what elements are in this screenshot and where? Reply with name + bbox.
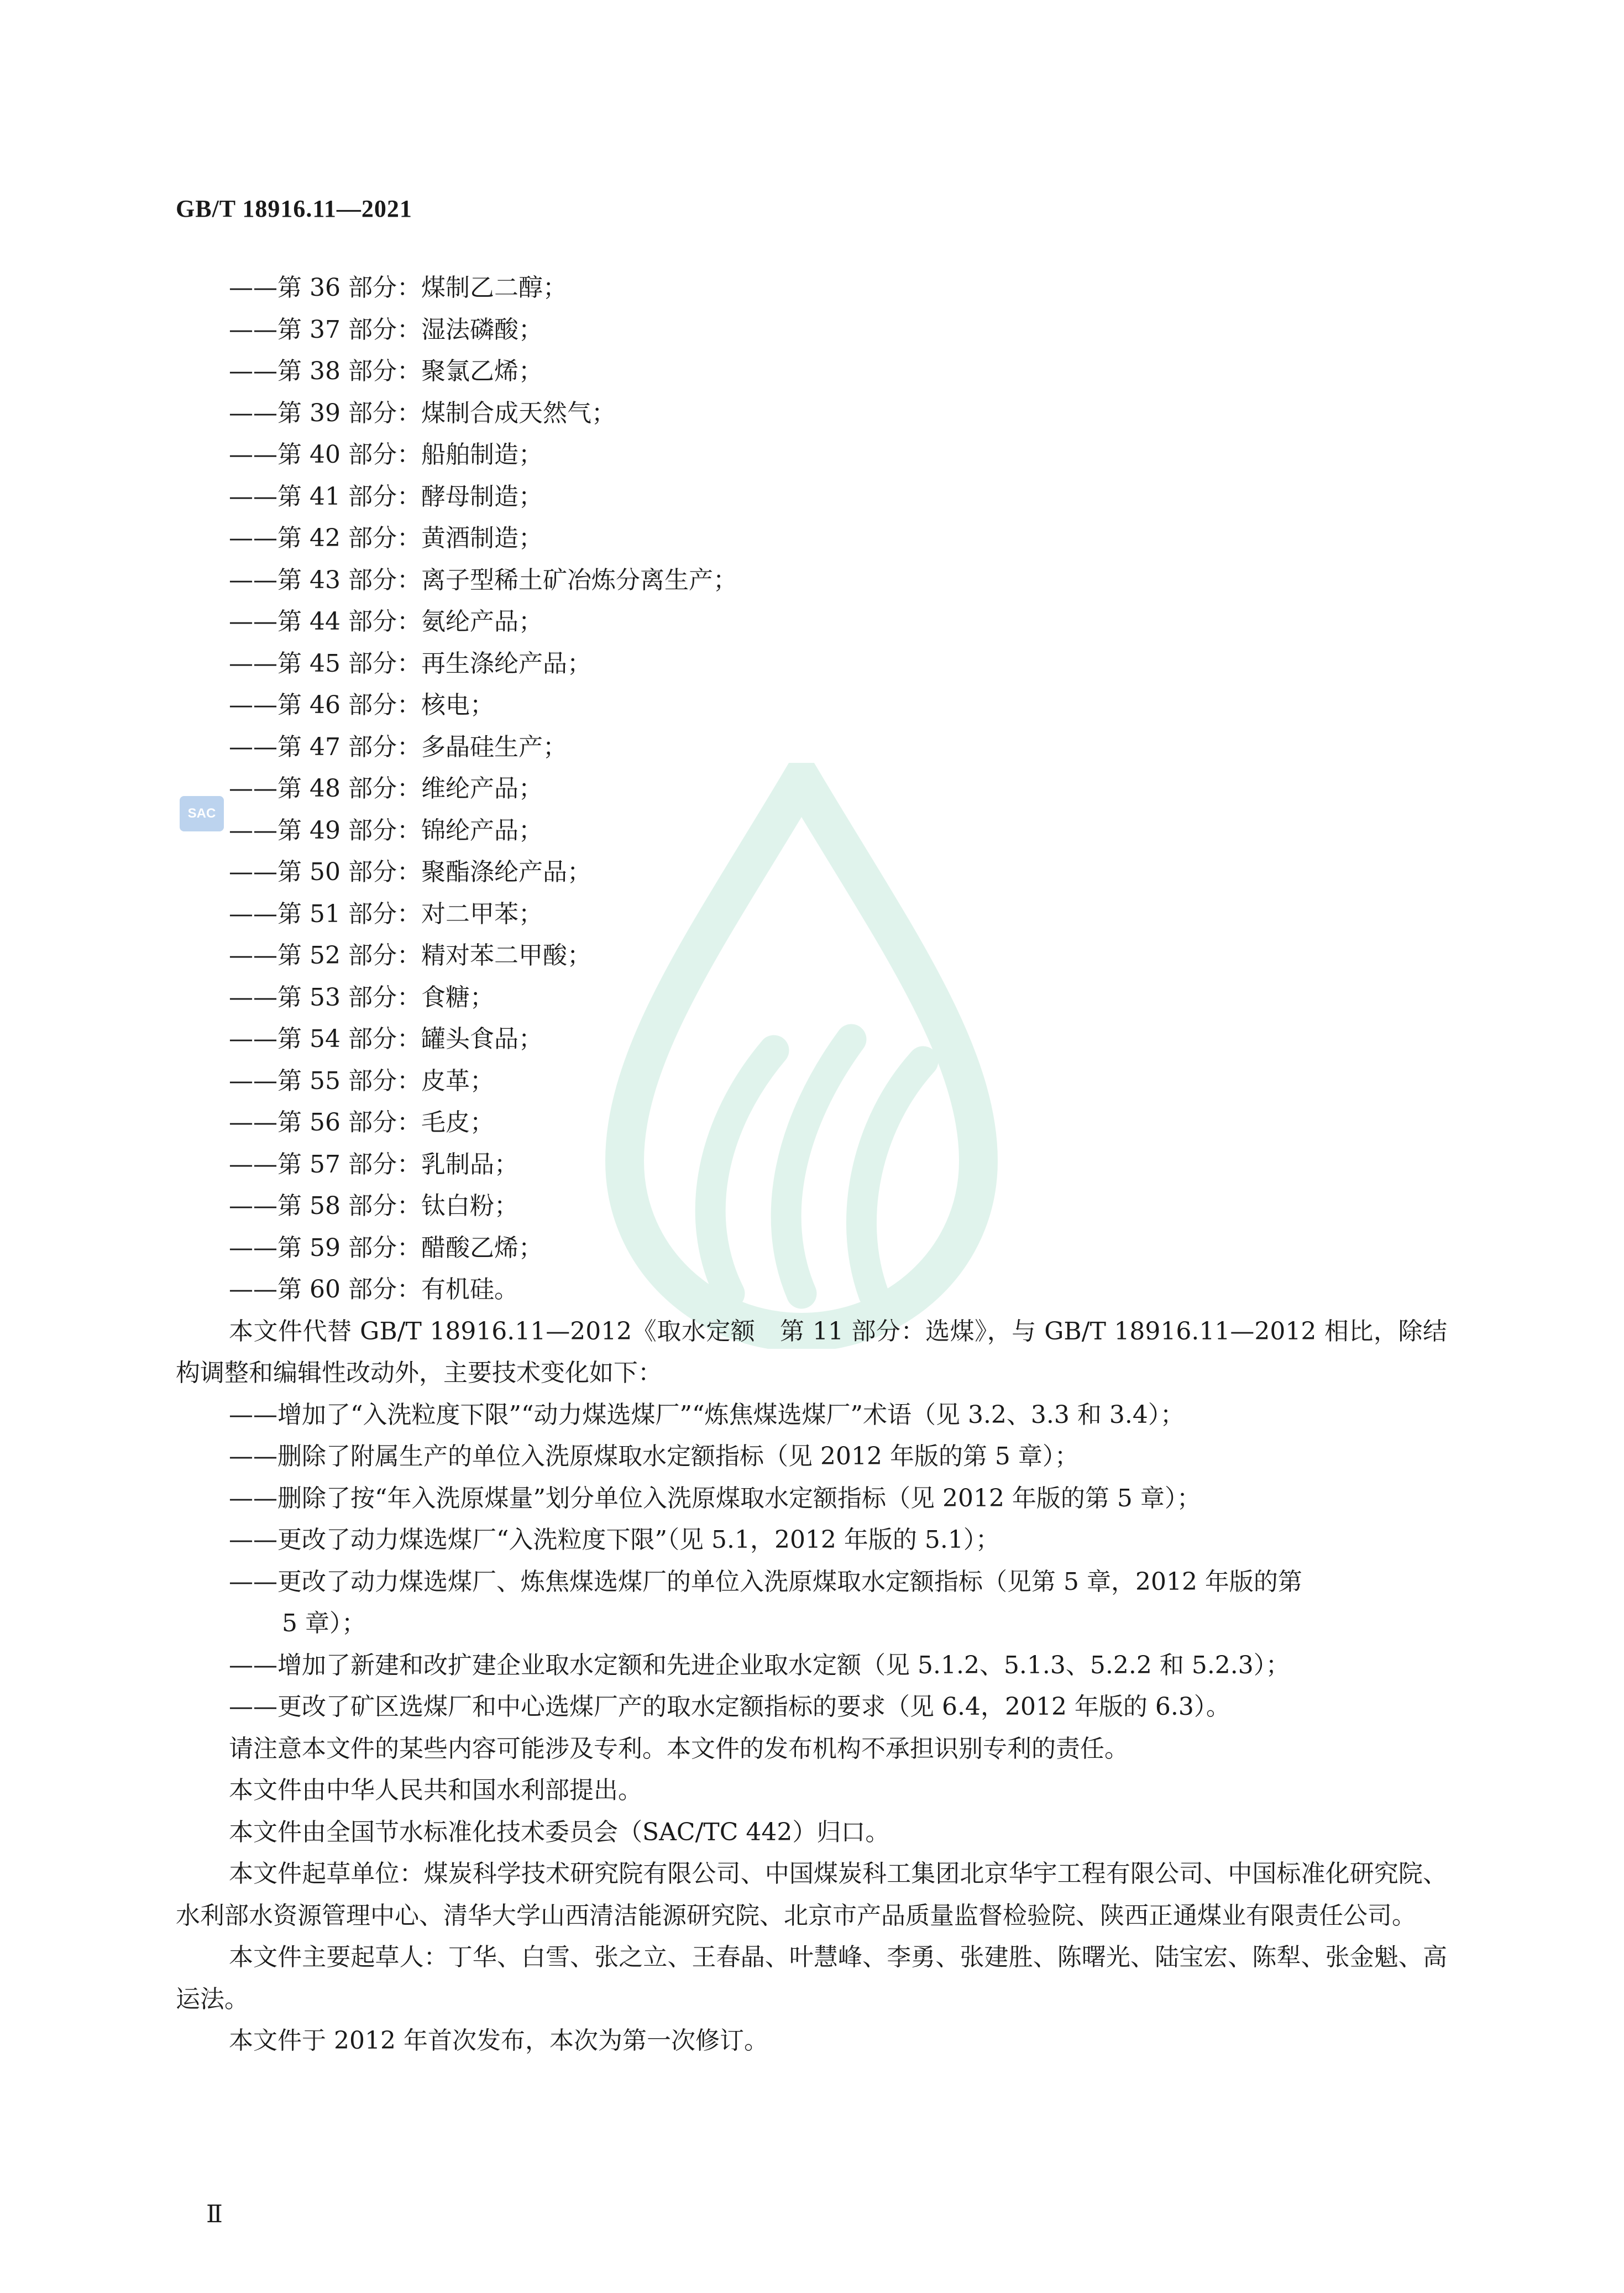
part-list-item: ——第 39 部分：煤制合成天然气； — [229, 399, 616, 427]
change-item: ——更改了矿区选煤厂和中心选煤厂产的取水定额指标的要求（见 6.4，2012 年版的 6.3）。 — [229, 1693, 1230, 1721]
part-list-item: ——第 58 部分：钛白粉； — [229, 1192, 518, 1220]
part-list-item: ——第 46 部分：核电； — [229, 691, 494, 719]
part-list-item: ——第 43 部分：离子型稀土矿冶炼分离生产； — [229, 566, 737, 594]
part-list-item: ——第 55 部分：皮革； — [229, 1066, 494, 1095]
part-list-item: ——第 59 部分：醋酸乙烯； — [229, 1233, 543, 1262]
page-number: Ⅱ — [206, 2201, 223, 2228]
part-list-item: ——第 41 部分：酵母制造； — [229, 482, 543, 511]
foreword-content — [176, 267, 1447, 2062]
proposer-statement: 本文件由中华人民共和国水利部提出。 — [229, 1776, 642, 1804]
part-list-item: ——第 53 部分：食糖； — [229, 983, 494, 1012]
publication-history: 本文件于 2012 年首次发布，本次为第一次修订。 — [229, 2027, 768, 2055]
drafters: 本文件主要起草人：丁华、白雪、张之立、王春晶、叶慧峰、李勇、张建胜、陈曙光、陆宝宏、陈犁、张金魁、高运法。 — [176, 1943, 1447, 2013]
part-list-item: ——第 49 部分：锦纶产品； — [229, 816, 543, 845]
part-list-item: ——第 45 部分：再生涤纶产品； — [229, 649, 591, 678]
replacement-paragraph: 本文件代替 GB/T 18916.11—2012《取水定额 第 11 部分：选煤》，与 GB/T 18916.11—2012 相比，除结构调整和编辑性改动外，主要技术变化如下： — [176, 1317, 1447, 1387]
part-list-item: ——第 47 部分：多晶硅生产； — [229, 732, 567, 761]
sac-logo: SAC — [180, 796, 224, 831]
committee-statement: 本文件由全国节水标准化技术委员会（SAC/TC 442）归口。 — [229, 1818, 890, 1846]
part-list-item: ——第 54 部分：罐头食品； — [229, 1025, 543, 1053]
part-list-item: ——第 48 部分：维纶产品； — [229, 774, 543, 803]
change-item: ——增加了“入洗粒度下限”“动力煤选煤厂”“炼焦煤选煤厂”术语（见 3.2、3.3 和 3.4）； — [229, 1400, 1185, 1429]
part-list-item: ——第 42 部分：黄酒制造； — [229, 524, 543, 552]
change-list — [176, 1394, 1447, 1728]
part-list-item: ——第 50 部分：聚酯涤纶产品； — [229, 858, 591, 886]
change-item — [176, 1561, 1447, 1645]
change-item-continuation: 5 章）； — [282, 1609, 366, 1637]
change-item: ——删除了附属生产的单位入洗原煤取水定额指标（见 2012 年版的第 5 章）； — [229, 1442, 1079, 1470]
part-list-item: ——第 37 部分：湿法磷酸； — [229, 315, 543, 344]
part-list-item: ——第 36 部分：煤制乙二醇； — [229, 274, 567, 302]
part-list-item: ——第 44 部分：氨纶产品； — [229, 608, 543, 636]
part-list-item: ——第 57 部分：乳制品； — [229, 1150, 518, 1179]
part-list-item: ——第 51 部分：对二甲苯； — [229, 899, 543, 928]
part-list-item: ——第 60 部分：有机硅。 — [229, 1275, 518, 1303]
change-item: ——更改了动力煤选煤厂“入洗粒度下限”（见 5.1，2012 年版的 5.1）； — [229, 1526, 1000, 1554]
part-list-item: ——第 40 部分：船舶制造； — [229, 441, 543, 469]
drafting-units: 本文件起草单位：煤炭科学技术研究院有限公司、中国煤炭科工集团北京华宇工程有限公司、中国标准化研究院、水利部水资源管理中心、清华大学山西清洁能源研究院、北京市产品质量监督检验院、陕西正通煤业有限责任公司。 — [176, 1860, 1447, 1930]
document-code: GB/T 18916.11—2021 — [176, 195, 412, 222]
part-list-item: ——第 56 部分：毛皮； — [229, 1108, 494, 1137]
part-list-item: ——第 52 部分：精对苯二甲酸； — [229, 941, 591, 970]
change-item: ——删除了按“年入洗原煤量”划分单位入洗原煤取水定额指标（见 2012 年版的第 5 章）； — [229, 1484, 1201, 1512]
patent-notice: 请注意本文件的某些内容可能涉及专利。本文件的发布机构不承担识别专利的责任。 — [229, 1734, 1129, 1763]
part-list-item: ——第 38 部分：聚氯乙烯； — [229, 357, 543, 385]
part-list — [176, 267, 1447, 1311]
change-item-first-line: ——更改了动力煤选煤厂、炼焦煤选煤厂的单位入洗原煤取水定额指标（见第 5 章，2012 年版的第 — [229, 1567, 1302, 1596]
change-item: ——增加了新建和改扩建企业取水定额和先进企业取水定额（见 5.1.2、5.1.3、5.2.2 和 5.2.3）； — [229, 1651, 1290, 1679]
